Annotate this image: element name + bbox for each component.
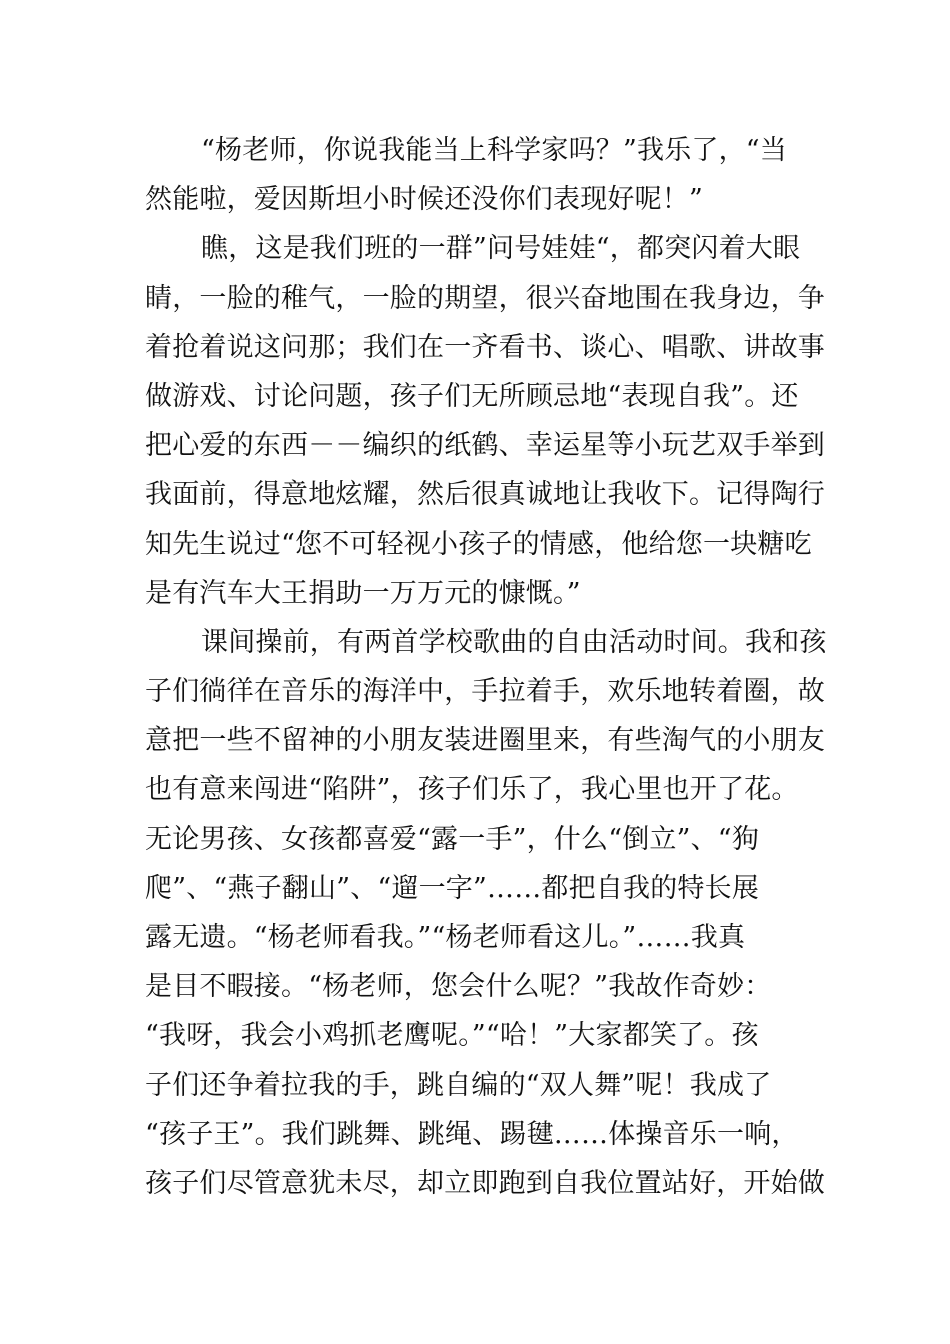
paragraph-line: 子们徜徉在音乐的海洋中，手拉着手，欢乐地转着圈，故 xyxy=(145,676,825,708)
paragraph-line: “我呀，我会小鸡抓老鹰呢。”“哈！”大家都笑了。孩 xyxy=(145,1020,759,1052)
paragraph-line: 意把一些不留神的小朋友装进圈里来，有些淘气的小朋友 xyxy=(145,725,825,757)
paragraph-line: 我面前，得意地炫耀，然后很真诚地让我收下。记得陶行 xyxy=(145,479,825,511)
paragraph-line: 露无遗。“杨老师看我。”“杨老师看这儿。”……我真 xyxy=(145,922,746,953)
paragraph-line: 是目不暇接。“杨老师，您会什么呢？”我故作奇妙： xyxy=(145,971,772,1003)
document-body xyxy=(145,126,827,1208)
paragraph-line: 爬”、“燕子翻山”、“遛一字”……都把自我的特长展 xyxy=(145,872,760,904)
paragraph-line: “孩子王”。我们跳舞、跳绳、踢毽……体操音乐一响， xyxy=(145,1118,799,1150)
paragraph-line: 孩子们尽管意犹未尽，却立即跑到自我位置站好，开始做 xyxy=(145,1167,825,1199)
paragraph-line: 也有意来闯进“陷阱”，孩子们乐了，我心里也开了花。 xyxy=(145,774,799,806)
paragraph-line: 做游戏、讨论问题，孩子们无所顾忌地“表现自我”。还 xyxy=(145,380,799,412)
paragraph-line: 然能啦，爱因斯坦小时候还没你们表现好呢！” xyxy=(145,184,704,216)
paragraph-line: 课间操前，有两首学校歌曲的自由活动时间。我和孩 xyxy=(201,626,827,658)
paragraph-line: 瞧，这是我们班的一群”问号娃娃“，都突闪着大眼 xyxy=(201,233,801,265)
paragraph-line: “杨老师，你说我能当上科学家吗？”我乐了，“当 xyxy=(201,135,788,166)
paragraph-line: 睛，一脸的稚气，一脸的期望，很兴奋地围在我身边，争 xyxy=(145,282,825,314)
paragraph-line: 子们还争着拉我的手，跳自编的“双人舞”呢！我成了 xyxy=(145,1069,772,1101)
paragraph-line: 是有汽车大王捐助一万万元的慷慨。” xyxy=(145,577,581,609)
paragraph-line: 着抢着说这问那；我们在一齐看书、谈心、唱歌、讲故事 xyxy=(145,331,825,363)
paragraph-line: 知先生说过“您不可轻视小孩子的情感，他给您一块糖吃 xyxy=(145,528,812,560)
paragraph-line: 把心爱的东西－－编织的纸鹤、幸运星等小玩艺双手举到 xyxy=(145,430,825,462)
paragraph-line: 无论男孩、女孩都喜爱“露一手”，什么“倒立”、“狗 xyxy=(145,823,760,855)
